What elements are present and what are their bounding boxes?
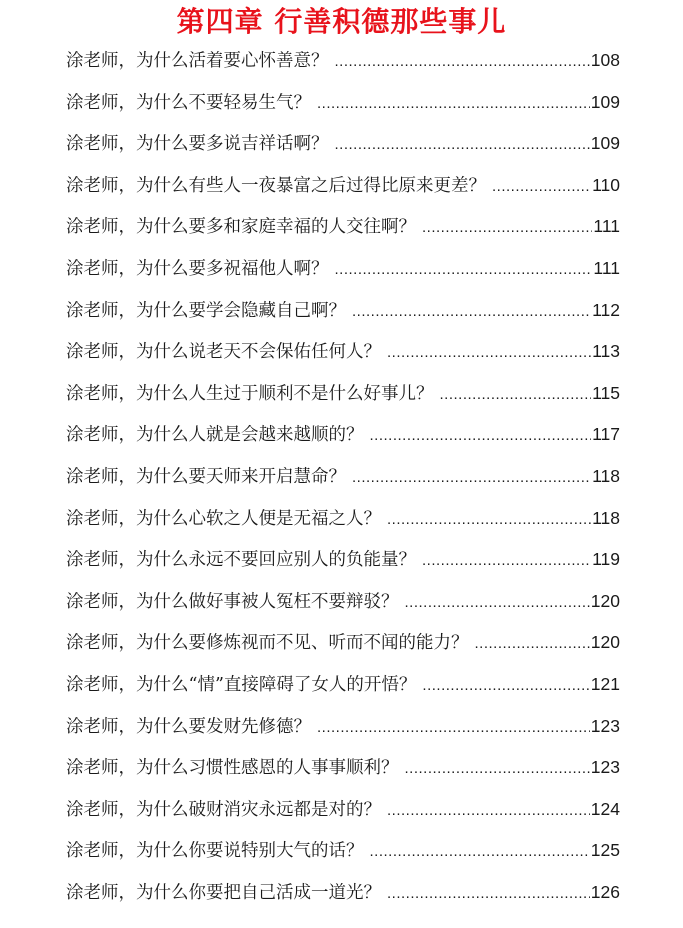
- toc-entry[interactable]: [66, 539, 620, 581]
- toc-page-number: 119: [592, 549, 620, 570]
- toc-entry-text: 涂老师，为什么要多祝福他人啊？: [66, 258, 329, 279]
- toc-page-number: 123: [590, 757, 620, 778]
- toc-entry[interactable]: [66, 373, 620, 415]
- toc-entry-text: 涂老师，为什么说老天不会保佑任何人？: [66, 342, 381, 363]
- dot-leader: [335, 41, 590, 83]
- toc-entry-text: 涂老师，为什么要多和家庭幸福的人交往啊？: [66, 217, 416, 238]
- toc-entry[interactable]: [66, 40, 620, 82]
- toc-page-number: 118: [592, 507, 620, 528]
- table-of-contents: [66, 40, 620, 913]
- toc-entry-text: 涂老师，为什么要修炼视而不见、听而不闻的能力？: [66, 633, 469, 654]
- dot-leader: [422, 665, 589, 707]
- toc-page-number: 120: [590, 632, 620, 653]
- toc-entry-text: 涂老师，为什么有些人一夜暴富之后过得比原来更差？: [66, 175, 486, 196]
- toc-entry[interactable]: [66, 872, 620, 914]
- toc-entry-text: 涂老师，为什么不要轻易生气？: [66, 92, 311, 113]
- toc-entry-text: 涂老师，为什么习惯性感恩的人事事顺利？: [66, 758, 399, 779]
- toc-page-number: 117: [592, 424, 620, 445]
- toc-page-number: 121: [590, 673, 620, 694]
- toc-page-number: 118: [592, 465, 620, 486]
- toc-entry[interactable]: [66, 622, 620, 664]
- dot-leader: [387, 873, 590, 915]
- toc-page-number: 126: [590, 881, 620, 902]
- toc-entry[interactable]: [66, 498, 620, 540]
- toc-entry-text: 涂老师，为什么你要说特别大气的话？: [66, 841, 364, 862]
- toc-page-number: 124: [590, 798, 620, 819]
- toc-page-number: 125: [590, 840, 620, 861]
- dot-leader: [492, 166, 591, 208]
- dot-leader: [422, 540, 591, 582]
- toc-page-number: 111: [593, 216, 620, 237]
- dot-leader: [422, 207, 592, 249]
- toc-entry-text: 涂老师，为什么活着要心怀善意？: [66, 51, 329, 71]
- toc-entry-text: 涂老师，为什么做好事被人冤枉不要辩驳？: [66, 591, 399, 612]
- toc-entry-text: 涂老师，为什么心软之人便是无福之人？: [66, 508, 381, 529]
- toc-entry[interactable]: [66, 581, 620, 623]
- toc-entry-text: 涂老师，为什么破财消灾永远都是对的？: [66, 799, 381, 820]
- toc-page-number: 110: [592, 174, 620, 195]
- toc-entry[interactable]: [66, 331, 620, 373]
- dot-leader: [387, 499, 591, 541]
- toc-entry[interactable]: [66, 747, 620, 789]
- dot-leader: [370, 415, 592, 457]
- toc-page-number: 109: [590, 91, 620, 112]
- dot-leader: [387, 790, 590, 832]
- dot-leader: [475, 623, 590, 665]
- dot-leader: [335, 124, 590, 166]
- toc-entry-text: 涂老师，为什么人生过于顺利不是什么好事儿？: [66, 383, 434, 404]
- dot-leader: [370, 831, 590, 873]
- toc-page-number: 123: [590, 715, 620, 736]
- toc-entry-text: 涂老师，为什么要天师来开启慧命？: [66, 466, 346, 487]
- toc-page-number: 115: [592, 382, 620, 403]
- toc-entry[interactable]: [66, 664, 620, 706]
- dot-leader: [352, 291, 591, 333]
- dot-leader: [317, 83, 590, 125]
- toc-entry-text: 涂老师，为什么人就是会越来越顺的？: [66, 425, 364, 446]
- toc-entry-text: 涂老师，为什么“情”直接障碍了女人的开悟？: [66, 674, 417, 695]
- toc-page-number: 112: [592, 299, 620, 320]
- toc-entry[interactable]: [66, 456, 620, 498]
- dot-leader: [405, 582, 590, 624]
- toc-page-number: 120: [590, 590, 620, 611]
- toc-entry[interactable]: [66, 248, 620, 290]
- toc-entry-text: 涂老师，为什么要学会隐藏自己啊？: [66, 300, 346, 321]
- toc-entry[interactable]: [66, 290, 620, 332]
- toc-entry[interactable]: [66, 165, 620, 207]
- toc-page-number: 111: [593, 257, 620, 278]
- dot-leader: [352, 457, 591, 499]
- toc-entry[interactable]: [66, 706, 620, 748]
- dot-leader: [387, 332, 591, 374]
- toc-entry[interactable]: [66, 414, 620, 456]
- toc-entry-text: 涂老师，为什么永远不要回应别人的负能量？: [66, 550, 416, 571]
- dot-leader: [440, 374, 592, 416]
- toc-entry[interactable]: [66, 830, 620, 872]
- dot-leader: [405, 748, 590, 790]
- toc-entry[interactable]: [66, 123, 620, 165]
- toc-page-number: 108: [590, 50, 620, 70]
- dot-leader: [335, 249, 593, 291]
- toc-entry-text: 涂老师，为什么要多说吉祥话啊？: [66, 134, 329, 155]
- chapter-title: 第四章 行善积德那些事儿: [176, 5, 507, 38]
- toc-entry[interactable]: [66, 82, 620, 124]
- toc-entry[interactable]: [66, 789, 620, 831]
- toc-page-number: 113: [592, 341, 620, 362]
- dot-leader: [317, 707, 590, 749]
- toc-page-number: 109: [590, 133, 620, 154]
- toc-entry-text: 涂老师，为什么要发财先修德？: [66, 716, 311, 737]
- toc-entry[interactable]: [66, 206, 620, 248]
- toc-entry-text: 涂老师，为什么你要把自己活成一道光？: [66, 882, 381, 903]
